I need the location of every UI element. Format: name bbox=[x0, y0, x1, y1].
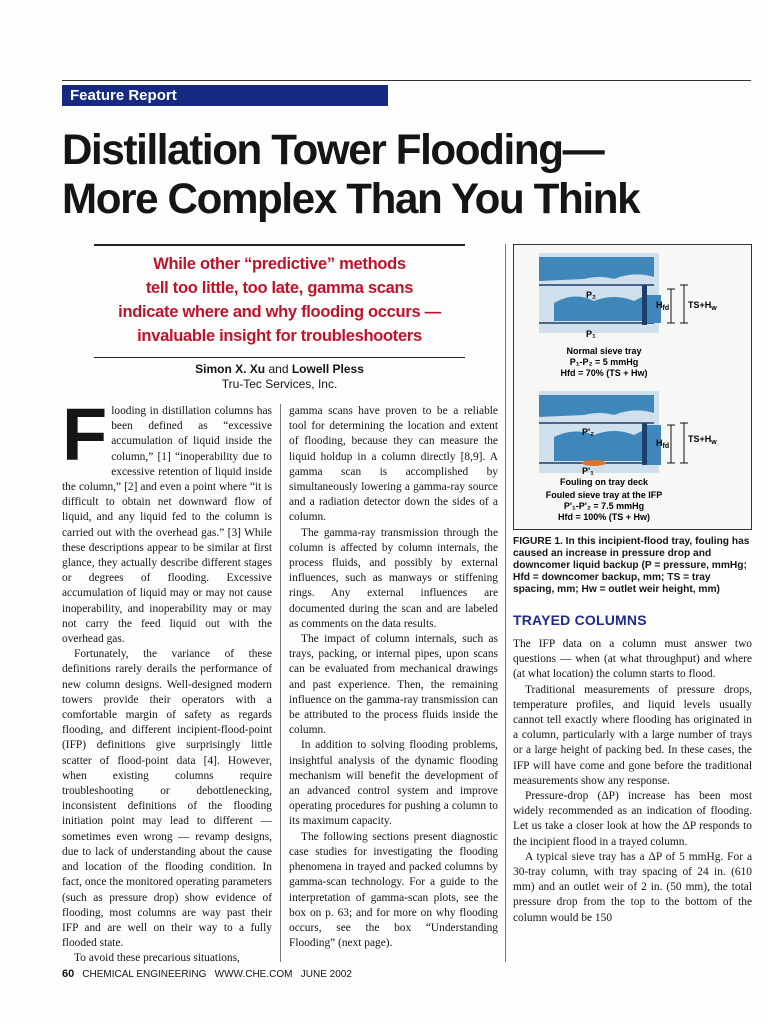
figure-caption-label: FIGURE 1. bbox=[513, 536, 563, 547]
body-paragraph: In addition to solving flooding problems, insightful analysis of the dynamic flooding mechanism will benefit the development of an advanced control system and improve operating procedures for pushing a column to its maximum capacity. bbox=[289, 739, 498, 828]
column-divider bbox=[280, 404, 281, 962]
deck-bottom-rule bbox=[94, 357, 465, 358]
ts-label: $TS+H_w$ bbox=[688, 434, 717, 446]
page-number: 60 bbox=[62, 968, 75, 980]
body-column-2 bbox=[289, 404, 498, 951]
article-title-line-2: More Complex Than You Think bbox=[62, 175, 640, 223]
top-rule bbox=[62, 80, 751, 81]
deck-top-rule bbox=[94, 244, 465, 246]
deck-line: indicate where and why flooding occurs — bbox=[118, 303, 441, 321]
author-1: Simon X. Xu bbox=[195, 362, 266, 376]
pressure-label: P'₁ bbox=[582, 466, 594, 476]
tray-diagram-svg bbox=[514, 245, 753, 531]
byline bbox=[94, 362, 465, 392]
body-paragraph: Pressure-drop (ΔP) increase has been most widely recommended as an indication of flooding. Let us take a closer look at how the ΔP responds to the incipient flood in a trayed column. bbox=[513, 790, 752, 848]
body-paragraph: Traditional measurements of pressure drops, temperature profiles, and liquid levels usually cannot tell exactly where flooding has originated in a column, particularly with a large number of trays or a large height of packing bed. In these cases, the IFP will have come and gone before the traditional measurements show any response. bbox=[513, 683, 752, 787]
figure-caption-text: In this incipient-flood tray, fouling has caused an increase in pressure drop and downcomer liquid backup (P = pressure, mmHg; Hfd = downcomer backup, mm; TS = tray spacing, mm; Hw = outlet weir height, mm) bbox=[513, 536, 750, 596]
article-title bbox=[62, 126, 738, 224]
downcomer-wall bbox=[642, 285, 647, 325]
publication-info: CHEMICAL ENGINEERING WWW.CHE.COM JUNE 2002 bbox=[82, 969, 352, 980]
fouling-label: Fouling on tray deck bbox=[559, 477, 649, 487]
body-paragraph: gamma scans have proven to be a reliable tool for determining the location and extent of flooding, because they can measure the liquid holdup in a column directly [8,9]. A gamma scan is accomplished by simultaneously lowering a gamma-ray source and a radiation detector down the sides of a column. bbox=[289, 405, 498, 524]
pressure-label: P₁ bbox=[586, 329, 596, 339]
section-badge: Feature Report bbox=[62, 85, 388, 106]
column-divider bbox=[505, 244, 506, 962]
author-conjunction: and bbox=[265, 362, 292, 376]
body-paragraph bbox=[62, 393, 272, 647]
body-paragraph: To avoid these precarious situations, bbox=[74, 952, 240, 965]
hfd-label: $H_{fd}$ bbox=[656, 438, 670, 450]
panel-title: Normal sieve tray bbox=[566, 346, 642, 356]
author-2: Lowell Pless bbox=[291, 362, 364, 376]
deck-line: invaluable insight for troubleshooters bbox=[137, 327, 422, 345]
author-names bbox=[94, 362, 465, 377]
article-title-line-1: Distillation Tower Flooding— bbox=[62, 126, 604, 174]
section-heading: TRAYED COLUMNS bbox=[513, 612, 647, 628]
pressure-label: P₂ bbox=[586, 290, 597, 300]
hfd-label: $H_{fd}$ bbox=[656, 300, 670, 312]
liquid-lower bbox=[554, 296, 642, 321]
body-paragraph: A typical sieve tray has a ΔP of 5 mmHg. For a 30-tray column, with tray spacing of 24 in. (610 mm) and an outlet weir of 2 in. (50 mm), the total pressure drop from the top to the bottom of the column would be 150 bbox=[513, 850, 752, 924]
body-paragraph: The impact of column internals, such as trays, packing, or internal pipes, upon scans can be evaluated from mechanical drawings and past experience. Then, the remaining influence on the gamma-ray transmission can be attributed to the process fluids inside the column. bbox=[289, 633, 498, 737]
panel-value: Hfd = 100% (TS + Hw) bbox=[557, 512, 651, 522]
deck-line: tell too little, too late, gamma scans bbox=[145, 279, 414, 297]
normal-tray-panel bbox=[539, 253, 688, 333]
panel-title: Fouled sieve tray at the IFP bbox=[545, 490, 663, 500]
body-paragraph: The following sections present diagnostic case studies for investigating the flooding phenomena in trayed and packed columns by gamma-scan technology. For a guide to the interpretation of gamma-scan plots, see the box on p. 63; and for more on why flooding occurs, see the box “Understanding Flooding” (next page). bbox=[289, 830, 498, 950]
panel-value: P'₁-P'₂ = 7.5 mmHg bbox=[563, 501, 645, 511]
figure-1-diagram bbox=[513, 244, 752, 530]
figure-caption bbox=[513, 536, 752, 596]
downcomer-wall bbox=[642, 423, 647, 465]
paragraph-text: looding in distillation columns has been defined as “excessive accumulation of liquid inside the column,” [1] “inoperability due to excessive retention of liquid inside the column,” [2] and even a point where “it is difficult to obtain net downward flow of liquid, and any liquid fed to the column is carried out with the overhead gas.” [3] While these descriptions appear to be similar at first glance, they actually describe different stages or degrees of flooding. Excessive accumulation of liquid may or may not cause inoperability, and inoperability may or may not carry the feed liquid out with the overhead gas. bbox=[62, 405, 272, 646]
fouled-tray-panel bbox=[539, 391, 688, 473]
deck-line: While other “predictive” methods bbox=[153, 255, 406, 273]
body-paragraph: Fortunately, the variance of these definitions rarely derails the performance of new column designs. Well-designed modern towers provide their operators with a comfortable margin of safety as regards flooding, and different incipient-flood-point (IFP) definitions give surprisingly little scatter of flood-point data [4]. However, when existing columns require troubleshooting or debottlenecking, inconsistent definitions of the flooding initiation point may lead to different — sometimes even wrong — revamp designs, due to lack of understanding about the cause and location of the flooding condition. In fact, once the monitored operating parameters (such as pressure drop) show evidence of flooding, most columns are way past their IFP and are well on their way to a fully flooded state. bbox=[62, 648, 272, 950]
body-column-1 bbox=[62, 393, 272, 967]
panel-value: Hfd = 70% (TS + Hw) bbox=[560, 368, 648, 378]
page-footer bbox=[62, 968, 352, 980]
ts-label: $TS+H_w$ bbox=[688, 300, 717, 312]
body-column-3 bbox=[513, 637, 752, 926]
body-paragraph: The gamma-ray transmission through the column is affected by column internals, the process fluids, and possibly by external influences, such as manways or stiffening rings. Any external influences are documented during the scan and are labeled as comments on the data results. bbox=[289, 526, 498, 630]
pressure-label: P'₂ bbox=[582, 427, 595, 437]
drop-cap: F bbox=[62, 393, 108, 476]
article-deck bbox=[94, 252, 465, 348]
panel-value: P₁-P₂ = 5 mmHg bbox=[569, 357, 639, 367]
liquid-lower bbox=[554, 431, 642, 461]
body-paragraph: The IFP data on a column must answer two questions — when (at what throughput) and where (at what location) the column starts to flood. bbox=[513, 638, 752, 681]
author-affiliation: Tru-Tec Services, Inc. bbox=[221, 377, 338, 391]
